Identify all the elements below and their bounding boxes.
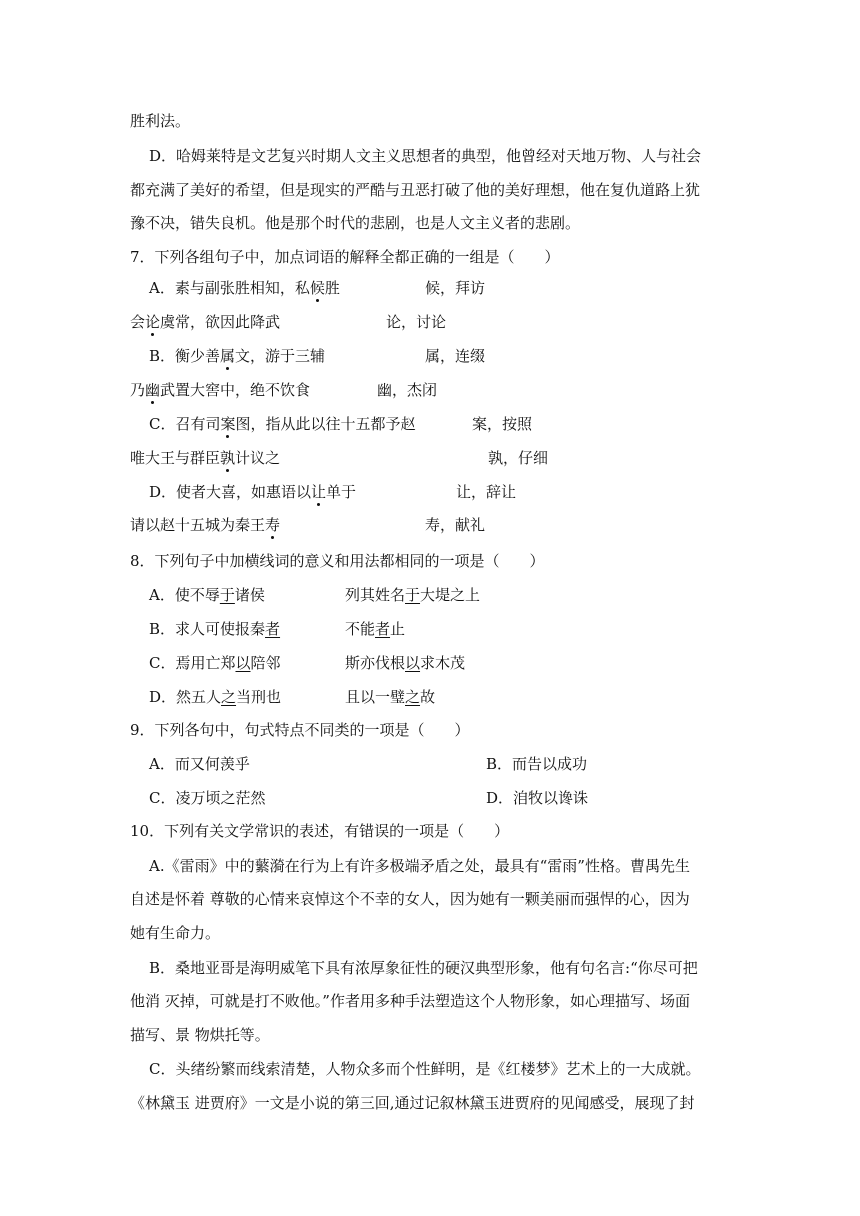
dotted-word: 幽 (145, 381, 161, 399)
q10-option-b-line-3: 描写、景 物烘托等。 (130, 1026, 270, 1044)
dotted-word: 让 (311, 483, 327, 501)
q8-option-b-right: 不能者止 (345, 620, 406, 638)
q7-option-a-sentence-2: 会论虞常，欲因此降武 (130, 313, 281, 331)
q8-option-b-left: B．求人可使报秦者 (149, 620, 281, 638)
q7-option-c-sentence-2: 唯大王与群臣孰计议之 (130, 449, 281, 467)
q7-option-d-gloss-1: 让，辞让 (456, 483, 517, 501)
dotted-word: 寿 (265, 516, 281, 534)
underlined-word: 者 (265, 620, 281, 638)
q7-option-a-gloss-2: 论，讨论 (386, 313, 447, 331)
q7-option-a-gloss-1: 候，拜访 (425, 279, 486, 297)
q8-option-d-left: D．然五人之当刑也 (149, 688, 282, 706)
q7-option-c-gloss-1: 案，按照 (472, 415, 533, 433)
question-9-stem: 9．下列各句中，句式特点不同类的一项是（ ） (130, 721, 470, 739)
q10-option-a-line-3: 她有生命力。 (130, 924, 221, 942)
option-d-line-2: 都充满了美好的希望，但是现实的严酷与丑恶打破了他的美好理想，他在复仇道路上犹 (130, 181, 701, 199)
question-8-stem: 8．下列句子中加横线词的意义和用法都相同的一项是（ ） (130, 552, 545, 570)
q9-option-c: C．凌万顷之茫然 (149, 789, 266, 807)
q9-option-d: D．洎牧以谗诛 (486, 789, 589, 807)
q10-option-c-line-2: 《林黛玉 进贾府》一文是小说的第三回,通过记叙林黛玉进贾府的见闻感受，展现了封 (130, 1094, 695, 1112)
dotted-word: 案 (220, 415, 236, 433)
q10-option-b-line-2: 他消 灭掉，可就是打不败他。”作者用多种手法塑造这个人物形象，如心理描写、场面 (130, 992, 690, 1010)
q9-option-b: B．而告以成功 (486, 755, 588, 773)
underlined-word: 之 (405, 688, 421, 706)
option-d-line-1: D．哈姆莱特是文艺复兴时期人文主义思想者的典型，他曾经对天地万物、人与社会 (149, 147, 702, 165)
dotted-word: 候 (309, 279, 325, 297)
option-d-line-3: 豫不决，错失良机。他是那个时代的悲剧，也是人文主义者的悲剧。 (130, 214, 581, 232)
underlined-word: 者 (375, 620, 391, 638)
q10-option-c-line-1: C．头绪纷繁而线索清楚，人物众多而个性鲜明，是《红楼梦》艺术上的一大成就。 (149, 1060, 701, 1078)
q8-option-a-right: 列其姓名于大堤之上 (345, 586, 481, 604)
underlined-word: 以 (235, 654, 251, 672)
q7-option-c-sentence-1: C．召有司案图，指从此以往十五都予赵 (149, 415, 416, 433)
dotted-word: 论 (145, 313, 161, 331)
underlined-word: 于 (219, 586, 235, 604)
q7-option-b-gloss-1: 属，连缀 (425, 347, 486, 365)
q7-option-b-sentence-1: B．衡少善属文，游于三辅 (149, 347, 326, 365)
q7-option-d-sentence-1: D．使者大喜，如惠语以让单于 (149, 483, 357, 501)
q10-option-b-line-1: B．桑地亚哥是海明威笔下具有浓厚象征性的硬汉典型形象，他有句名言:“你尽可把 (149, 959, 698, 977)
paragraph-line: 胜利法。 (130, 112, 191, 130)
q7-option-a-sentence-1: A．素与副张胜相知，私候胜 (149, 279, 340, 297)
q8-option-d-right: 且以一璧之故 (345, 688, 436, 706)
underlined-word: 于 (405, 586, 421, 604)
q8-option-a-left: A．使不辱于诸侯 (149, 586, 265, 604)
question-7-stem: 7．下列各组句子中，加点词语的解释全都正确的一组是（ ） (130, 248, 560, 266)
dotted-word: 孰 (220, 449, 236, 467)
q7-option-b-sentence-2: 乃幽武置大窖中，绝不饮食 (130, 381, 311, 399)
dotted-word: 属 (220, 347, 236, 365)
q10-option-a-line-1: A.《雷雨》中的蘩漪在行为上有许多极端矛盾之处，最具有“雷雨”性格。曹禺先生 (149, 857, 690, 875)
q9-option-a: A．而又何羡乎 (149, 755, 250, 773)
question-10-stem: 10．下列有关文学常识的表述，有错误的一项是（ ） (130, 822, 510, 840)
q7-option-d-gloss-2: 寿，献礼 (425, 516, 486, 534)
underlined-word: 之 (221, 688, 237, 706)
q7-option-b-gloss-2: 幽，杰闭 (377, 381, 438, 399)
q7-option-c-gloss-2: 孰，仔细 (488, 449, 549, 467)
q8-option-c-right: 斯亦伐根以求木茂 (345, 654, 466, 672)
q7-option-d-sentence-2: 请以赵十五城为秦王寿 (130, 516, 281, 534)
q10-option-a-line-2: 自述是怀着 尊敬的心情来哀悼这个不幸的女人，因为她有一颗美丽而强悍的心，因为 (130, 890, 690, 908)
q8-option-c-left: C．焉用亡郑以陪邻 (149, 654, 281, 672)
underlined-word: 以 (405, 654, 421, 672)
